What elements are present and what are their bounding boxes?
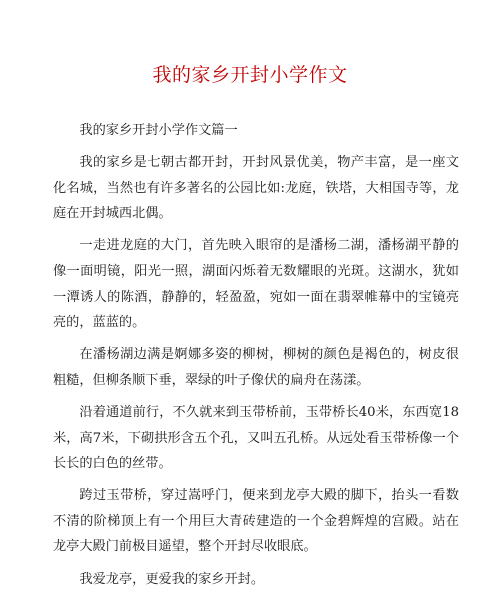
- paragraph: 在潘杨湖边满是婀娜多姿的柳树，柳树的颜色是褐色的，树皮很粗糙，但柳条顺下垂，翠绿的叶子像伏的扁舟在荡漾。: [53, 347, 459, 388]
- document-body: [53, 118, 459, 599]
- paragraph: 我爱龙亭，更爱我的家乡开封。: [79, 571, 265, 587]
- section-heading: 我的家乡开封小学作文篇一: [79, 123, 238, 138]
- paragraph: 沿着通道前行，不久就来到玉带桥前，玉带桥长40米，东西宽18米，高7米，下砌拱形含五个孔，又叫五孔桥。从远处看玉带桥像一个长长的白色的丝带。: [53, 404, 459, 472]
- paragraph: 跨过玉带桥，穿过嵩呼门，便来到龙亭大殿的脚下，抬头一看数不清的阶梯顶上有一个用巨大青砖建造的一个金碧辉煌的宫殿。站在龙亭大殿门前极目遥望，整个开封尽收眼底。: [53, 488, 459, 555]
- document-title: 我的家乡开封小学作文: [152, 64, 348, 86]
- paragraph: 一走进龙庭的大门，首先映入眼帘的是潘杨二湖，潘杨湖平静的像一面明镜，阳光一照，湖面闪烁着无数耀眼的光斑。这湖水，犹如一潭诱人的陈酒，静静的，轻盈盈，宛如一面在翡翠帷幕中的宝镜亮亮的，蓝蓝的。: [53, 238, 459, 331]
- paragraph: 我的家乡是七朝古都开封，开封风景优美，物产丰富，是一座文化名城，当然也有许多著名的公园比如:龙庭，铁塔，大相国寺等，龙庭在开封城西北偶。: [53, 155, 459, 222]
